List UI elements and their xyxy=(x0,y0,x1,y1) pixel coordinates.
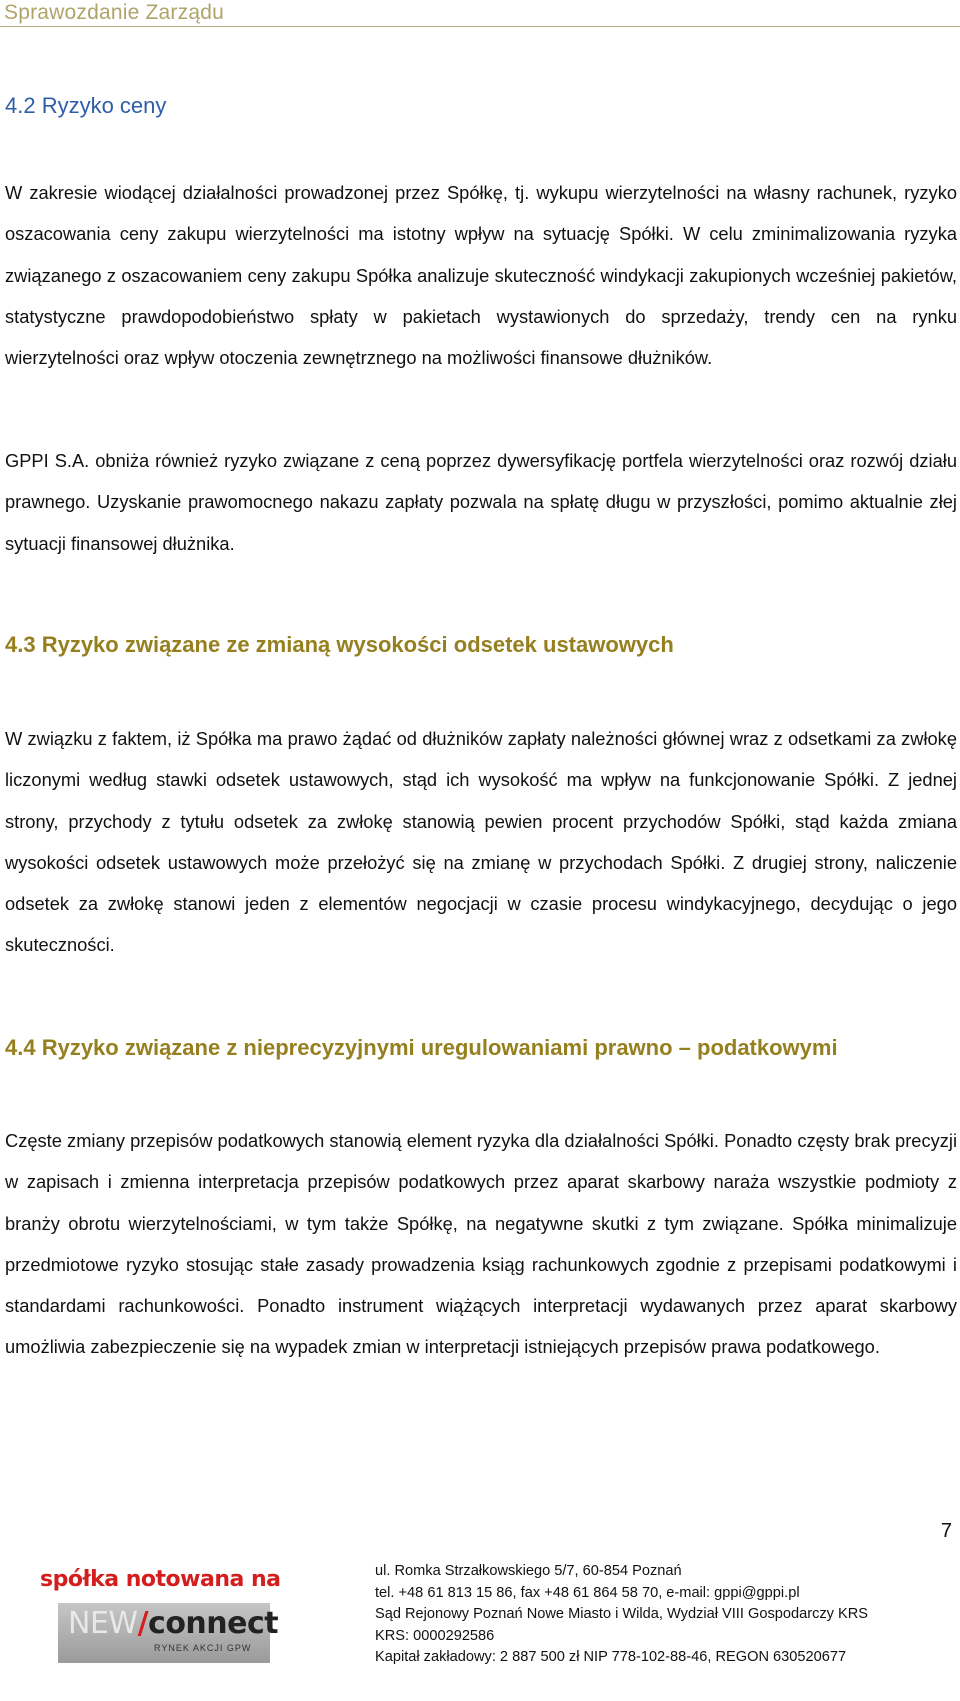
logo-new-text: NEW xyxy=(68,1606,138,1641)
footer-capital: Kapitał zakładowy: 2 887 500 zł NIP 778-102-88-46, REGON 630520677 xyxy=(375,1649,847,1666)
footer-address: ul. Romka Strzałkowskiego 5/7, 60-854 Poznań xyxy=(375,1563,682,1579)
logo-slash: / xyxy=(137,1606,149,1641)
logo-wordmark xyxy=(68,1607,278,1641)
logo-connect-text: connect xyxy=(148,1606,279,1641)
paragraph: Częste zmiany przepisów podatkowych stanowią element ryzyka dla działalności Spółki. Ponadto częsty brak precyzji w zapisach i zmienna interpretacja przepisów podatkowych przez aparat skarbowy naraża wszystkie podmioty z branży obrotu wierzytelnościami, w tym także Spółkę, na negatywne skutki z tym związane. Spółka minimalizuje przedmiotowe ryzyko stosując stałe zasady prowadzenia ksiąg rachunkowych zgodnie z przepisami podatkowymi i standardami rachunkowości. Ponadto instrument wiążących interpretacji wydawanych przez aparat skarbowy umożliwia zabezpieczenie się na wypadek zmian w interpretacji istniejących przepisów prawa podatkowego. xyxy=(5,1130,957,1358)
section-heading-4-3: 4.3 Ryzyko związane ze zmianą wysokości odsetek ustawowych xyxy=(5,632,674,657)
logo-sub-text: RYNEK AKCJI GPW xyxy=(154,1643,252,1653)
paragraph: W związku z faktem, iż Spółka ma prawo żądać od dłużników zapłaty należności głównej wraz z odsetkami za zwłokę liczonymi według stawki odsetek ustawowych, stąd ich wysokość ma wpływ na funkcjonowanie Spółki. Z jednej strony, przychody z tytułu odsetek za zwłokę stanowią pewien procent przychodów Spółki, stąd każda zmiana wysokości odsetek ustawowych może przełożyć się na zmianę w przychodach Spółki. Z drugiej strony, naliczenie odsetek za zwłokę stanowi jeden z elementów negocjacji w czasie procesu windykacyjnego, decydując o jego skuteczności. xyxy=(5,728,957,956)
section-heading-4-4: 4.4 Ryzyko związane z nieprecyzyjnymi uregulowaniami prawno – podatkowymi xyxy=(5,1035,838,1060)
footer-krs: KRS: 0000292586 xyxy=(375,1627,495,1644)
header-title: Sprawozdanie Zarządu xyxy=(4,1,224,24)
logo-top-text: spółka notowana na xyxy=(40,1567,281,1592)
paragraph: W zakresie wiodącej działalności prowadzonej przez Spółkę, tj. wykupu wierzytelności na własny rachunek, ryzyko oszacowania ceny zakupu wierzytelności ma istotny wpływ na sytuację Spółki. W celu zminimalizowania ryzyka związanego z oszacowaniem ceny zakupu Spółka analizuje skuteczność windykacji zakupionych wcześniej pakietów, statystyczne prawdopodobieństwo spłaty w pakietach wystawionych do sprzedaży, trendy cen na rynku wierzytelności oraz wpływ otoczenia zewnętrznego na możliwości finansowe dłużników. xyxy=(5,182,957,369)
section-heading-4-2: 4.2 Ryzyko ceny xyxy=(5,93,167,118)
page-number: 7 xyxy=(940,1520,952,1542)
newconnect-logo xyxy=(40,1563,290,1688)
footer-contact xyxy=(375,1561,868,1669)
paragraph: GPPI S.A. obniża również ryzyko związane z ceną poprzez dywersyfikację portfela wierzytelności oraz rozwój działu prawnego. Uzyskanie prawomocnego nakazu zapłaty pozwala na spłatę długu w przyszłości, pomimo aktualnie złej sytuacji finansowej dłużnika. xyxy=(5,450,957,554)
page-header xyxy=(0,0,960,27)
logo-box xyxy=(58,1603,279,1663)
footer-court: Sąd Rejonowy Poznań Nowe Miasto i Wilda, Wydział VIII Gospodarczy KRS xyxy=(375,1606,869,1623)
footer-phone-email: tel. +48 61 813 15 86, fax +48 61 864 58 70, e-mail: gppi@gppi.pl xyxy=(375,1584,800,1601)
